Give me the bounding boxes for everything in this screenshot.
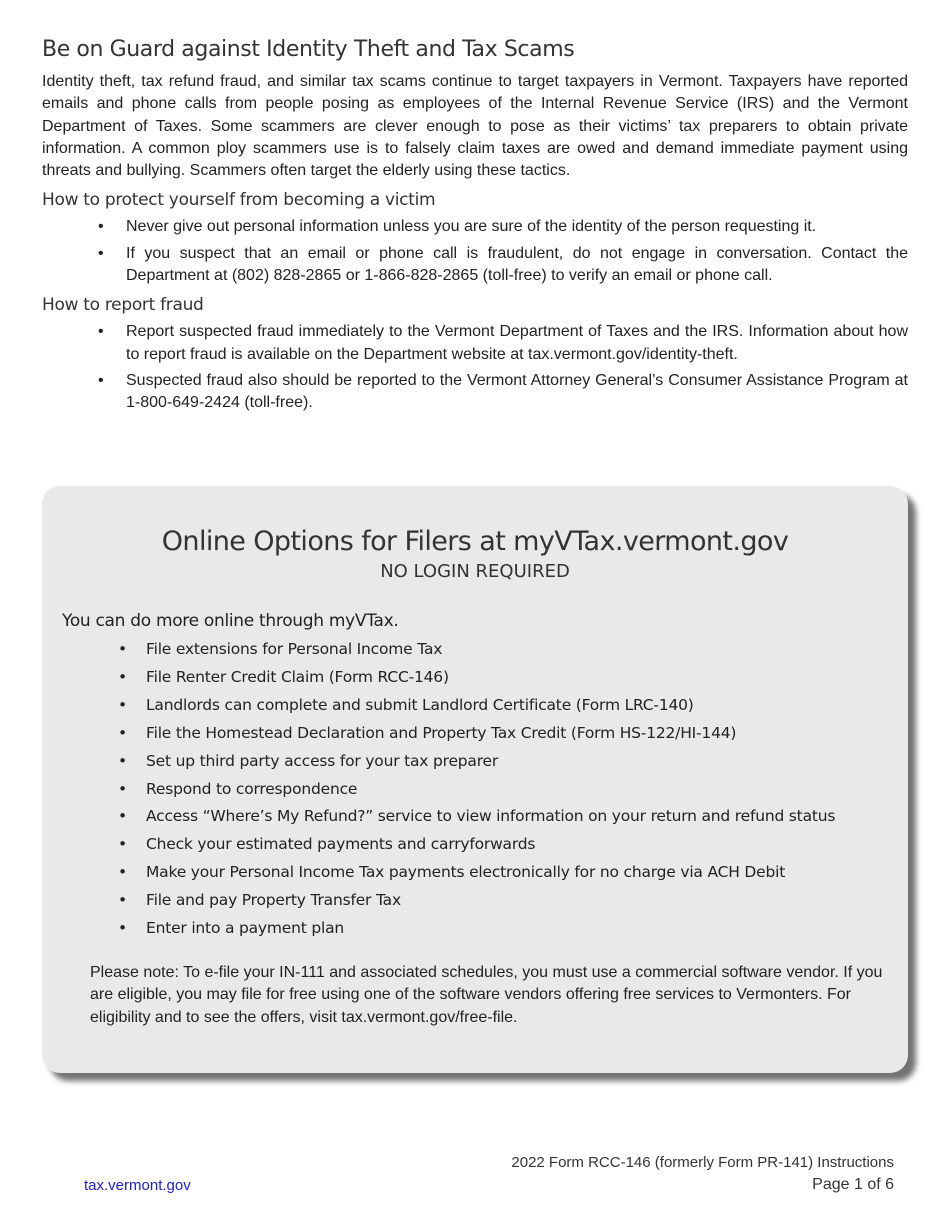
list-item: • Suspected fraud also should be reported to the Vermont Attorney General’s Consumer Assistance Program at 1-800-649-2424 (toll-free).	[98, 371, 908, 412]
list-item: • Report suspected fraud immediately to the Vermont Department of Taxes and the IRS. Information about how to report fraud is available on the Department website at tax.vermont.gov/identity-theft.	[98, 323, 908, 363]
report-list	[42, 321, 908, 414]
report-heading: How to report fraud	[42, 295, 204, 316]
online-options-list	[42, 636, 908, 943]
bullet-icon: •	[118, 667, 127, 686]
list-item: • File and pay Property Transfer Tax	[118, 887, 908, 915]
bullet-icon: •	[98, 218, 104, 236]
bullet-icon: •	[118, 863, 127, 882]
bullet-icon: •	[118, 891, 127, 910]
list-item: • Access “Where’s My Refund?” service to view information on your return and refund status	[118, 803, 908, 831]
bullet-icon: •	[118, 835, 127, 854]
list-item: • Make your Personal Income Tax payments electronically for no charge via ACH Debit	[118, 859, 908, 887]
list-item: • Check your estimated payments and carryforwards	[118, 831, 908, 859]
bullet-icon: •	[98, 323, 104, 341]
footer-form-info	[511, 1152, 894, 1196]
online-options-box	[42, 486, 908, 1073]
bullet-icon: •	[98, 371, 104, 389]
bullet-icon: •	[98, 244, 104, 262]
page-number: Page 1 of 6	[812, 1176, 894, 1193]
bullet-icon: •	[118, 807, 127, 826]
scam-section-title: Be on Guard against Identity Theft and Tax Scams	[42, 37, 575, 62]
list-item: • File Renter Credit Claim (Form RCC-146)	[118, 664, 908, 692]
footer-form-line: 2022 Form RCC-146 (formerly Form PR-141) Instructions	[511, 1154, 894, 1171]
bullet-icon: •	[118, 695, 127, 714]
no-login-subtitle: NO LOGIN REQUIRED	[380, 561, 570, 582]
list-item: • Enter into a payment plan	[118, 915, 908, 943]
online-options-title: Online Options for Filers at myVTax.vermont.gov	[161, 526, 789, 557]
list-item: • Set up third party access for your tax preparer	[118, 748, 908, 776]
list-item: • File the Homestead Declaration and Property Tax Credit (Form HS-122/HI-144)	[118, 720, 908, 748]
list-item: • Never give out personal information unless you are sure of the identity of the person requesting it.	[98, 216, 908, 238]
bullet-icon: •	[118, 779, 127, 798]
protect-heading: How to protect yourself from becoming a victim	[42, 190, 436, 211]
bullet-icon: •	[118, 751, 127, 770]
bullet-icon: •	[118, 919, 127, 938]
efile-note: Please note: To e-file your IN-111 and associated schedules, you must use a commercial software vendor. If you are eligible, you may file for free using one of the software vendors offering free services to Vermonters. For eligibility and to see the offers, visit tax.vermont.gov/free-file.	[90, 963, 883, 1026]
scam-intro-paragraph: Identity theft, tax refund fraud, and similar tax scams continue to target taxpayers in Vermont. Taxpayers have reported emails and phone calls from people posing as employees of the Internal Revenue Service (IRS) and the Vermont Department of Taxes. Some scammers are clever enough to pose as their victims’ tax preparers to obtain private information. A common ploy scammers use is to falsely claim taxes are owed and demand immediate payment using threats and bullying. Scammers often target the elderly using these tactics.	[42, 73, 908, 180]
bullet-icon: •	[118, 640, 127, 658]
online-options-lead: You can do more online through myVTax.	[62, 611, 399, 631]
bullet-icon: •	[118, 723, 127, 742]
list-item: • Respond to correspondence	[118, 776, 908, 804]
scam-warning-section	[42, 34, 908, 419]
protect-list	[42, 216, 908, 287]
list-item: • Landlords can complete and submit Landlord Certificate (Form LRC-140)	[118, 692, 908, 720]
list-item: • If you suspect that an email or phone call is fraudulent, do not engage in conversation. Contact the Department at (802) 828-2865 or 1-866-828-2865 (toll-free) to verify an email or phone call.	[98, 244, 908, 285]
website-link[interactable]: tax.vermont.gov	[84, 1177, 191, 1194]
list-item: • File extensions for Personal Income Tax	[118, 636, 908, 664]
